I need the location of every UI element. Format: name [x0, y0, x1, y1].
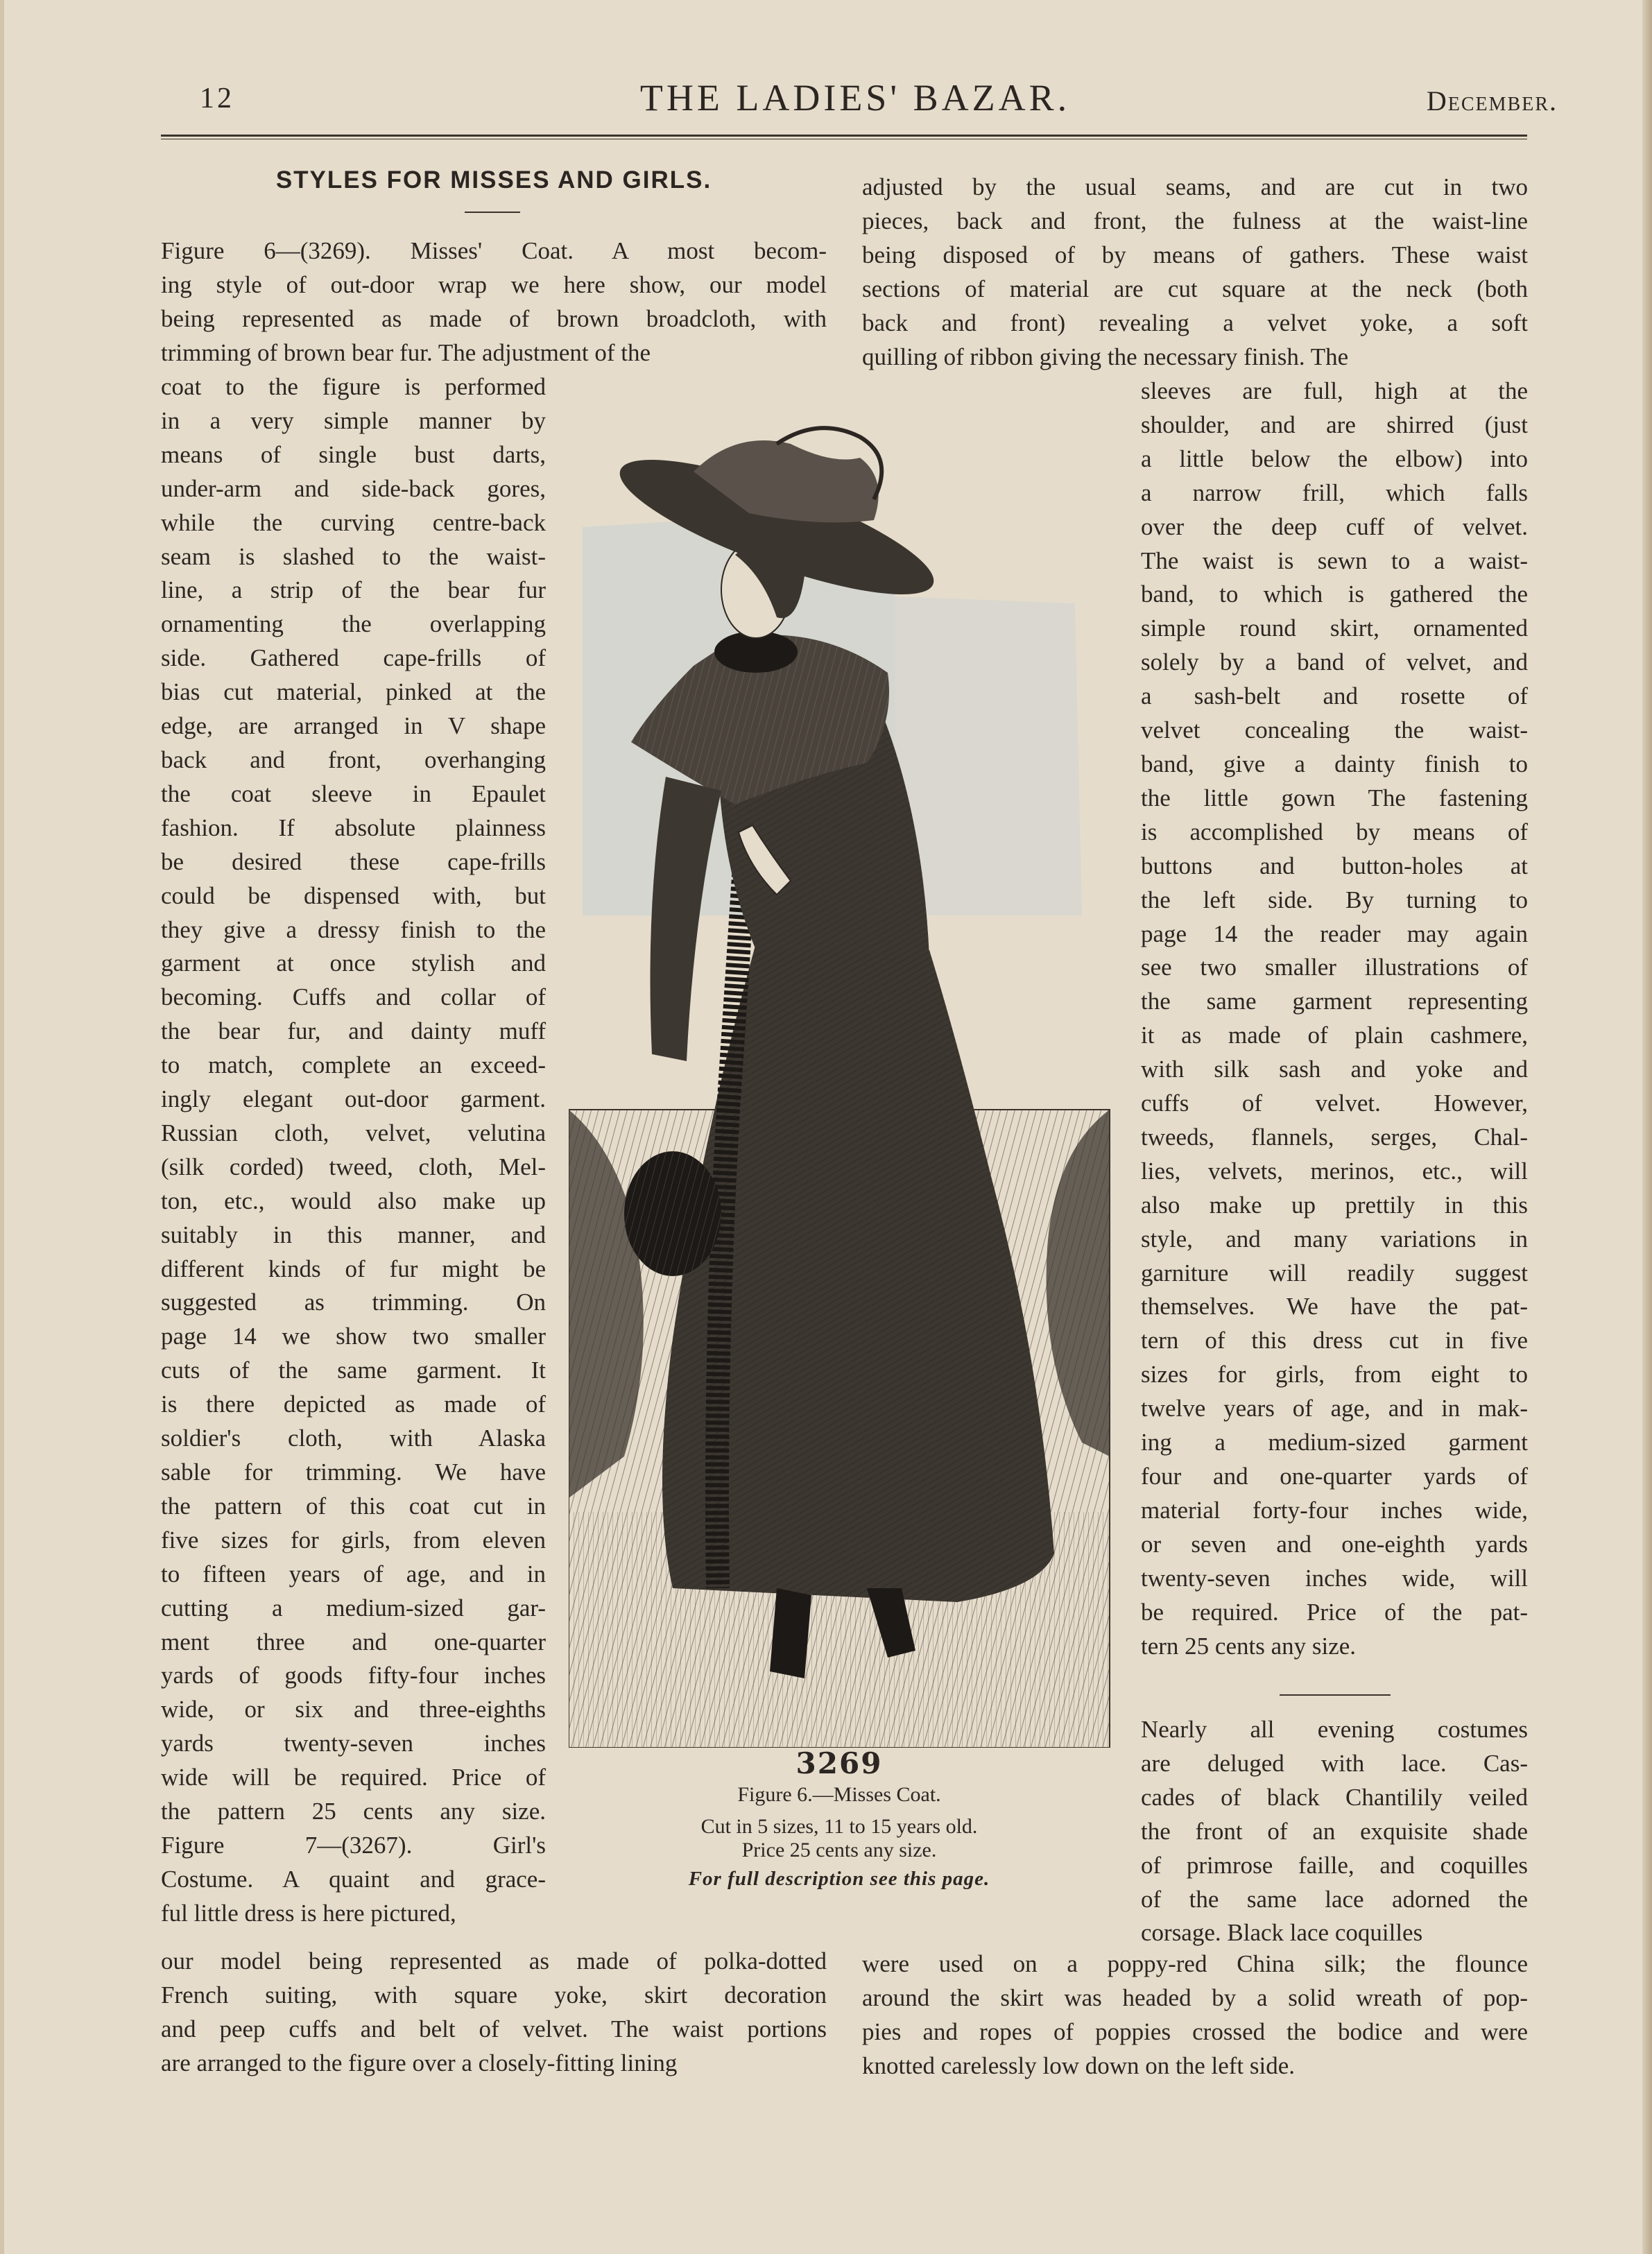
text-line: band, to which is gathered the: [1141, 580, 1528, 608]
text-line: The waist is sewn to a waist-: [1141, 547, 1528, 574]
figure-sizes: Cut in 5 sizes, 11 to 15 years old.: [700, 1815, 978, 1838]
text-line: yards twenty-seven inches: [161, 1730, 546, 1757]
text-line: ornamenting the overlapping: [161, 610, 546, 638]
text-line: French suiting, with square yoke, skirt decoration: [161, 1981, 827, 2008]
header-rule: [161, 135, 1527, 139]
text-line: trimming of brown bear fur. The adjustment of the: [161, 338, 651, 366]
text-line: Nearly all evening costumes: [1141, 1716, 1528, 1743]
text-line: it as made of plain cashmere,: [1141, 1022, 1528, 1049]
text-line: page 14 we show two smaller: [161, 1323, 546, 1350]
text-line: simple round skirt, ornamented: [1141, 614, 1528, 642]
text-line: four and one-quarter yards of: [1141, 1463, 1528, 1490]
text-line: wide will be required. Price of: [161, 1764, 546, 1791]
text-line: they give a dressy finish to the: [161, 915, 546, 943]
figure-illustration: [569, 416, 1117, 1748]
text-line: page 14 the reader may again: [1141, 920, 1528, 947]
text-line: also make up prettily in this: [1141, 1191, 1528, 1219]
text-line: were used on a poppy-red China silk; the flounce: [862, 1950, 1528, 1977]
text-line: solely by a band of velvet, and: [1141, 648, 1528, 676]
text-line: see two smaller illustrations of: [1141, 954, 1528, 981]
text-line: Figure 7—(3267). Girl's: [161, 1831, 546, 1859]
text-line: ton, etc., would also make up: [161, 1187, 546, 1214]
text-line: coat to the figure is performed: [161, 373, 546, 400]
page-number: 12: [200, 83, 234, 114]
text-line: are deluged with lace. Cas-: [1141, 1749, 1528, 1777]
text-line: sable for trimming. We have: [161, 1459, 546, 1486]
text-line: twelve years of age, and in mak-: [1141, 1395, 1528, 1422]
text-line: sizes for girls, from eight to: [1141, 1361, 1528, 1388]
text-line: while the curving centre-back: [161, 508, 546, 536]
text-line: back and front) revealing a velvet yoke, a soft: [862, 309, 1528, 336]
text-line: the same garment representing: [1141, 988, 1528, 1015]
text-line: the pattern of this coat cut in: [161, 1492, 546, 1520]
text-line: fashion. If absolute plainness: [161, 814, 546, 841]
text-line: under-arm and side-back gores,: [161, 474, 546, 502]
text-line: a sash-belt and rosette of: [1141, 682, 1528, 710]
text-line: yards of goods fifty-four inches: [161, 1662, 546, 1689]
text-line: quilling of ribbon giving the necessary finish. The: [862, 343, 1349, 370]
text-line: and peep cuffs and belt of velvet. The waist portions: [161, 2015, 827, 2042]
text-line: Russian cloth, velvet, velutina: [161, 1119, 546, 1146]
text-line: the little gown The fastening: [1141, 784, 1528, 811]
text-line: five sizes for girls, from eleven: [161, 1526, 546, 1554]
text-line: buttons and button-holes at: [1141, 852, 1528, 879]
text-line: tweeds, flannels, serges, Chal-: [1141, 1123, 1528, 1151]
text-line: the coat sleeve in Epaulet: [161, 780, 546, 807]
text-line: could be dispensed with, but: [161, 881, 546, 909]
text-line: material forty-four inches wide,: [1141, 1496, 1528, 1524]
text-line: edge, are arranged in V shape: [161, 712, 546, 740]
text-line: ing style of out-door wrap we here show, our model: [161, 270, 827, 298]
text-line: be required. Price of the pat-: [1141, 1598, 1528, 1626]
text-line: lies, velvets, merinos, etc., will: [1141, 1157, 1528, 1185]
text-line: be desired these cape-frills: [161, 848, 546, 875]
text-line: Costume. A quaint and grace-: [161, 1865, 546, 1893]
text-line: cuts of the same garment. It: [161, 1357, 546, 1384]
text-line: being disposed of by means of gathers. These waist: [862, 241, 1528, 268]
text-line: over the deep cuff of velvet.: [1141, 513, 1528, 540]
running-head: [165, 76, 1558, 125]
text-line: is accomplished by means of: [1141, 818, 1528, 845]
text-line: back and front, overhanging: [161, 746, 546, 773]
text-line: suitably in this manner, and: [161, 1221, 546, 1248]
heading-rule: [465, 212, 520, 213]
text-line: suggested as trimming. On: [161, 1289, 546, 1316]
figure-number: 3269: [795, 1746, 883, 1780]
text-line: Figure 6—(3269). Misses' Coat. A most becom-: [161, 237, 827, 264]
text-line: are arranged to the figure over a closely-fitting lining: [161, 2049, 678, 2076]
page-edge-left: [0, 0, 4, 2254]
text-line: pies and ropes of poppies crossed the bodice and were: [862, 2018, 1528, 2045]
text-line: in a very simple manner by: [161, 406, 546, 434]
text-line: cutting a medium-sized gar-: [161, 1594, 546, 1621]
figure-price: Price 25 cents any size.: [741, 1839, 937, 1861]
column2-lace-paragraph: [1141, 1713, 1528, 1950]
page-edge-right: [1642, 0, 1652, 2254]
text-line: corsage. Black lace coquilles: [1141, 1919, 1423, 1947]
text-line: the front of an exquisite shade: [1141, 1817, 1528, 1845]
text-line: the bear fur, and dainty muff: [161, 1017, 546, 1045]
text-line: line, a strip of the bear fur: [161, 576, 546, 604]
text-line: side. Gathered cape-frills of: [161, 644, 546, 672]
section-heading: STYLES FOR MISSES AND GIRLS.: [275, 166, 712, 193]
text-line: of primrose faille, and coquilles: [1141, 1851, 1528, 1879]
text-line: with silk sash and yoke and: [1141, 1056, 1528, 1083]
text-line: becoming. Cuffs and collar of: [161, 983, 546, 1011]
text-line: sections of material are cut square at the neck (both: [862, 275, 1528, 302]
text-line: velvet concealing the waist-: [1141, 716, 1528, 744]
column2-intro: [862, 171, 1528, 374]
column1-intro: [161, 234, 827, 370]
column2-bottom-text: [862, 1947, 1528, 2083]
text-line: garniture will readily suggest: [1141, 1259, 1528, 1287]
text-line: soldier's cloth, with Alaska: [161, 1425, 546, 1452]
text-line: a narrow frill, which falls: [1141, 479, 1528, 506]
text-line: sleeves are full, high at the: [1141, 377, 1528, 404]
figure-note: For full description see this page.: [688, 1868, 990, 1890]
text-line: the left side. By turning to: [1141, 886, 1528, 913]
text-line: adjusted by the usual seams, and are cut in two: [862, 173, 1528, 200]
text-line: to fifteen years of age, and in: [161, 1560, 546, 1588]
text-line: pieces, back and front, the fulness at the waist-line: [862, 207, 1528, 234]
text-line: twenty-seven inches wide, will: [1141, 1564, 1528, 1592]
text-line: bias cut material, pinked at the: [161, 678, 546, 706]
text-line: tern of this dress cut in five: [1141, 1327, 1528, 1354]
text-line: cuffs of velvet. However,: [1141, 1090, 1528, 1117]
text-line: cades of black Chantilily veiled: [1141, 1783, 1528, 1811]
text-line: themselves. We have the pat-: [1141, 1293, 1528, 1320]
text-line: to match, complete an exceed-: [161, 1051, 546, 1079]
magazine-title: THE LADIES' BAZAR.: [639, 77, 1071, 119]
column2-narrow-text: [1141, 375, 1528, 1663]
figure-title: Figure 6.—Misses Coat.: [737, 1783, 941, 1806]
text-line: (silk corded) tweed, cloth, Mel-: [161, 1153, 546, 1180]
misses-coat-engraving: [569, 416, 1117, 1748]
text-line: means of single bust darts,: [161, 440, 546, 468]
text-line: or seven and one-eighth yards: [1141, 1530, 1528, 1558]
column1-narrow-text: [161, 370, 546, 1931]
text-line: ing a medium-sized garment: [1141, 1429, 1528, 1456]
text-line: of the same lace adorned the: [1141, 1885, 1528, 1913]
text-line: around the skirt was headed by a solid wreath of pop-: [862, 1984, 1528, 2011]
section-divider: [1280, 1694, 1391, 1696]
issue-month: December.: [1426, 85, 1558, 117]
text-line: a little below the elbow) into: [1141, 445, 1528, 472]
text-line: wide, or six and three-eighths: [161, 1696, 546, 1723]
text-line: tern 25 cents any size.: [1141, 1632, 1357, 1660]
text-line: shoulder, and are shirred (just: [1141, 411, 1528, 438]
text-line: knotted carelessly low down on the left side.: [862, 2051, 1296, 2079]
text-line: seam is slashed to the waist-: [161, 542, 546, 570]
text-line: is there depicted as made of: [161, 1391, 546, 1418]
text-line: band, give a dainty finish to: [1141, 750, 1528, 777]
text-line: ment three and one-quarter: [161, 1628, 546, 1655]
text-line: the pattern 25 cents any size.: [161, 1798, 546, 1825]
text-line: ingly elegant out-door garment.: [161, 1085, 546, 1113]
text-line: style, and many variations in: [1141, 1225, 1528, 1253]
text-line: different kinds of fur might be: [161, 1255, 546, 1282]
text-line: being represented as made of brown broadcloth, with: [161, 304, 827, 332]
text-line: our model being represented as made of polka-dotted: [161, 1947, 827, 1975]
text-line: garment at once stylish and: [161, 949, 546, 977]
text-line: ful little dress is here pictured,: [161, 1899, 456, 1927]
figure-caption: [569, 1746, 1110, 1891]
column1-bottom-text: [161, 1945, 827, 2081]
